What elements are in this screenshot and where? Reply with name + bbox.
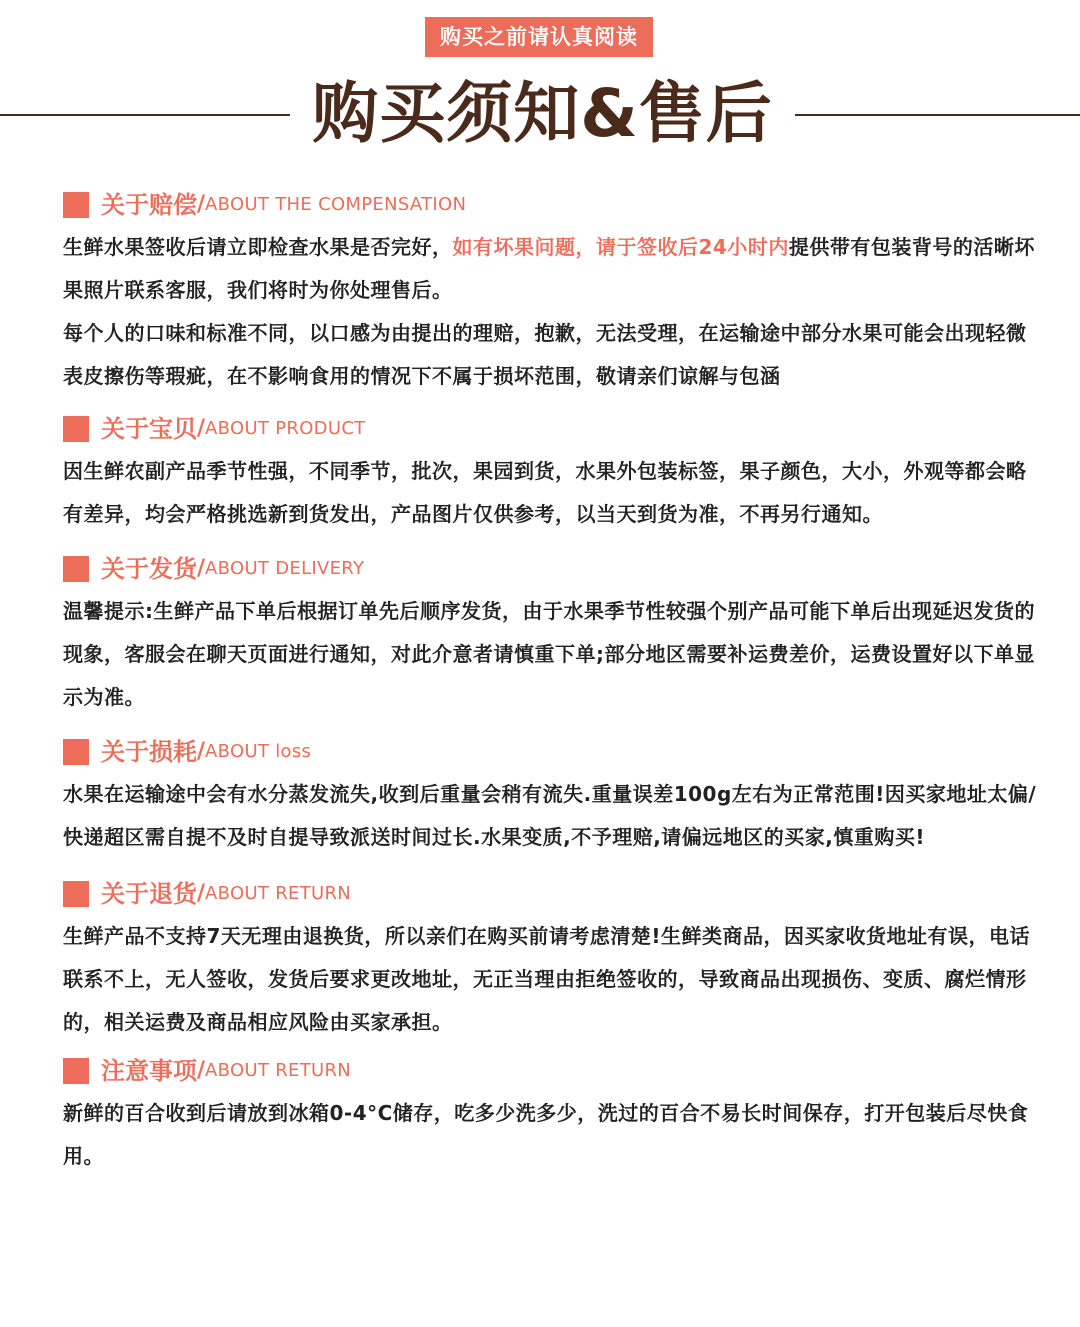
section-heading-notes [63,1052,1038,1090]
heading-marker-icon [63,556,89,582]
compensation-highlight: 如有坏果问题，请于签收后24小时内 [452,235,789,259]
heading-marker-icon [63,739,89,765]
loss-paragraph: 水果在运输途中会有水分蒸发流失,收到后重量会稍有流失.重量误差100g左右为正常范围!因买家地址太偏/快递超区需自提不及时自提导致派送时间过长.水果变质,不予理赔,请偏远地区的买家,慎重购买! [63,782,1037,849]
title-row [0,72,1080,156]
section-title-cn: 关于损耗 [101,738,197,766]
compensation-text-a: 生鲜水果签收后请立即检查水果是否完好， [63,235,453,259]
heading-slash: / [197,556,206,581]
compensation-paragraph-2: 每个人的口味和标准不同，以口感为由提出的理赔，抱歉，无法受理，在运输途中部分水果可能会出现轻微表皮擦伤等瑕疵，在不影响食用的情况下不属于损坏范围，敬请亲们谅解与包涵 [63,321,1027,388]
heading-slash: / [197,739,206,764]
section-title-cn: 注意事项 [101,1057,197,1085]
heading-marker-icon [63,1058,89,1084]
page-title: 购买须知&售后 [312,75,773,152]
title-divider-left [0,114,290,116]
section-title-cn: 关于赔偿 [101,191,197,219]
notice-content [63,186,1038,1178]
section-heading-loss [63,733,1038,771]
heading-slash: / [197,1058,206,1083]
read-before-purchase-badge: 购买之前请认真阅读 [425,17,653,57]
section-title-cn: 关于发货 [101,555,197,583]
section-heading-delivery [63,550,1038,588]
heading-marker-icon [63,416,89,442]
section-title-en: ABOUT DELIVERY [205,558,365,579]
heading-slash: / [197,192,206,217]
section-heading-return [63,875,1038,913]
compensation-paragraph-1 [63,226,1038,312]
heading-slash: / [197,881,206,906]
section-title-cn: 关于退货 [101,880,197,908]
compensation-text-b: 提供带有包装背号的活晰坏果照片联系客服，我们将时为你处理售后。 [63,235,1035,302]
section-title-en: ABOUT RETURN [205,1060,352,1081]
section-heading-product [63,410,1038,448]
title-divider-right [795,114,1080,116]
notes-paragraph: 新鲜的百合收到后请放到冰箱0-4°C储存，吃多少洗多少，洗过的百合不易长时间保存，打开包装后尽快食用。 [63,1101,1029,1168]
heading-marker-icon [63,192,89,218]
section-title-en: ABOUT PRODUCT [205,418,366,439]
product-paragraph: 因生鲜农副产品季节性强，不同季节，批次，果园到货，水果外包装标签，果子颜色，大小，外观等都会略有差异，均会严格挑选新到货发出，产品图片仅供参考，以当天到货为准，不再另行通知。 [63,459,1027,526]
heading-slash: / [197,416,206,441]
return-paragraph: 生鲜产品不支持7天无理由退换货，所以亲们在购买前请考虑清楚!生鲜类商品，因买家收货地址有误，电话联系不上，无人签收，发货后要求更改地址，无正当理由拒绝签收的，导致商品出现损伤、变质、腐烂情形的，相关运费及商品相应风险由买家承担。 [63,924,1031,1034]
section-title-en: ABOUT RETURN [205,883,352,904]
heading-marker-icon [63,881,89,907]
section-title-cn: 关于宝贝 [101,415,197,443]
section-title-en: ABOUT THE COMPENSATION [205,194,467,215]
section-heading-compensation [63,186,1038,224]
section-title-en: ABOUT loss [205,741,312,762]
delivery-paragraph: 温馨提示:生鲜产品下单后根据订单先后顺序发货，由于水果季节性较强个别产品可能下单后出现延迟发货的现象，客服会在聊天页面进行通知，对此介意者请慎重下单;部分地区需要补运费差价，运费设置好以下单显示为准。 [63,599,1035,709]
